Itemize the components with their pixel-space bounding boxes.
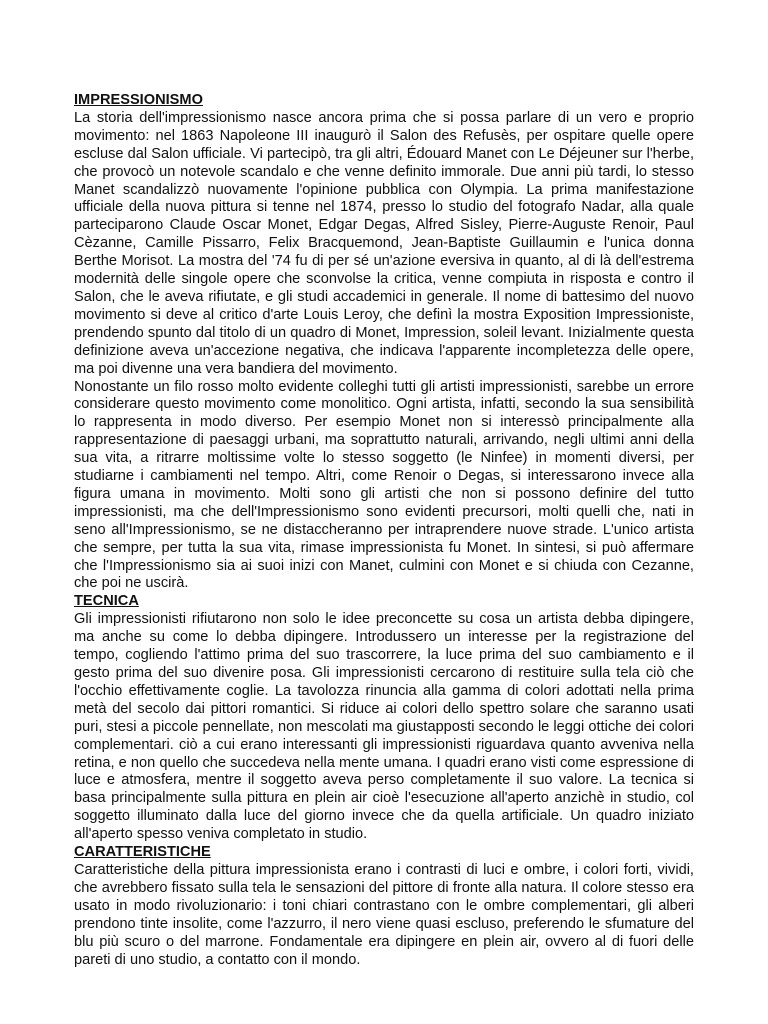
document-page: [74, 92, 694, 969]
section-caratteristiche: [74, 844, 694, 969]
section-heading-tecnica: TECNICA: [74, 593, 139, 610]
paragraph-caratteristiche: Caratteristiche della pittura impressionista erano i contrasti di luci e ombre, i colori forti, vividi, che avrebbero fissato sulla tela le sensazioni del pittore di fronte alla natura. Il colore stesso era usato in modo rivoluzionario: i toni chiari contrastano con le ombre complementari, gli alberi prendono tinte insolite, come l'azzurro, il nero viene quasi escluso, preferendo le sfumature del blu più scuro o del marrone. Fondamentale era dipingere en plein air, ovvero al di fuori delle pareti di uno studio, a contatto con il mondo.: [74, 861, 694, 968]
section-impressionismo: [74, 92, 694, 593]
section-heading-caratteristiche: CARATTERISTICHE: [74, 844, 211, 861]
paragraph-filo-rosso: Nonostante un filo rosso molto evidente colleghi tutti gli artisti impressionisti, sarebbe un errore considerare questo movimento come monolitico. Ogni artista, infatti, secondo la sua sensibilità lo rappresenta in modo diverso. Per esempio Monet non si interessò principalmente alla rappresentazione di paesaggi urbani, ma soprattutto naturali, arrivando, negli ultimi anni della sua vita, a ritrarre moltissime volte lo stesso soggetto (le Ninfee) in momenti diversi, per studiarne i cambiamenti nel tempo. Altri, come Renoir o Degas, si interessarono invece alla figura umana in movimento. Molti sono gli artisti che non si possono definire del tutto impressionisti, ma che dell'Impressionismo sono evidenti precursori, molti quelli che, nati in seno all'Impressionismo, se ne distaccheranno per intraprendere nuove strade. L'unico artista che sempre, per tutta la sua vita, rimase impressionista fu Monet. In sintesi, si può affermare che l'Impressionismo sia ai suoi inizi con Manet, culmini con Monet e si chiuda con Cezanne, che poi ne uscirà.: [74, 378, 694, 592]
paragraph-storia: La storia dell'impressionismo nasce ancora prima che si possa parlare di un vero e proprio movimento: nel 1863 Napoleone III inaugurò il Salon des Refusès, per ospitare quelle opere escluse dal Salon ufficiale. Vi partecipò, tra gli altri, Édouard Manet con Le Déjeuner sur l'herbe, che provocò un notevole scandalo e che venne definito immorale. Due anni più tardi, lo stesso Manet scandalizzò nuovamente l'opinione pubblica con Olympia. La prima manifestazione ufficiale della nuova pittura si tenne nel 1874, presso lo studio del fotografo Nadar, alla quale parteciparono Claude Oscar Monet, Edgar Degas, Alfred Sisley, Pierre-Auguste Renoir, Paul Cèzanne, Camille Pissarro, Felix Bracquemond, Jean-Baptiste Guillaumin e l'unica donna Berthe Morisot. La mostra del '74 fu di per sé un'azione eversiva in quanto, al di là dell'estrema modernità delle singole opere che sconvolse la critica, venne compiuta in risposta e contro il Salon, che le aveva rifiutate, e gli studi accademici in generale. Il nome di battesimo del nuovo movimento si deve al critico d'arte Louis Leroy, che definì la mostra Exposition Impressioniste, prendendo spunto dal titolo di un quadro di Monet, Impression, soleil levant. Inizialmente questa definizione aveva un'accezione negativa, che indicava l'apparente incompletezza delle opere, ma poi divenne una vera bandiera del movimento.: [74, 109, 694, 377]
section-tecnica: [74, 593, 694, 844]
section-heading-impressionismo: IMPRESSIONISMO: [74, 92, 203, 108]
paragraph-tecnica: Gli impressionisti rifiutarono non solo le idee preconcette su cosa un artista debba dipingere, ma anche su come lo debba dipingere. Introdussero un interesse per la registrazione del tempo, cogliendo l'attimo prima del suo trascorrere, la luce prima del suo cambiamento e il gesto prima del suo divenire posa. Gli impressionisti cercarono di restituire sulla tela ciò che l'occhio effettivamente coglie. La tavolozza rinuncia alla gamma di colori adottati nella prima metà del secolo dai pittori romantici. Si riduce ai colori dello spettro solare che saranno usati puri, stesi a piccole pennellate, non mescolati ma giustapposti secondo le leggi ottiche dei colori complementari. ciò a cui erano interessanti gli impressionisti riguardava quanto avveniva nella retina, e non quello che succedeva nella mente umana. I quadri erano visti come espressione di luce e atmosfera, mentre il soggetto aveva perso completamente il suo valore. La tecnica si basa principalmente sulla pittura en plein air cioè l'esecuzione all'aperto anzichè in studio, col soggetto illuminato dalla luce del giorno invece che da quella artificiale. Un quadro iniziato all'aperto spesso veniva completato in studio.: [74, 611, 694, 843]
